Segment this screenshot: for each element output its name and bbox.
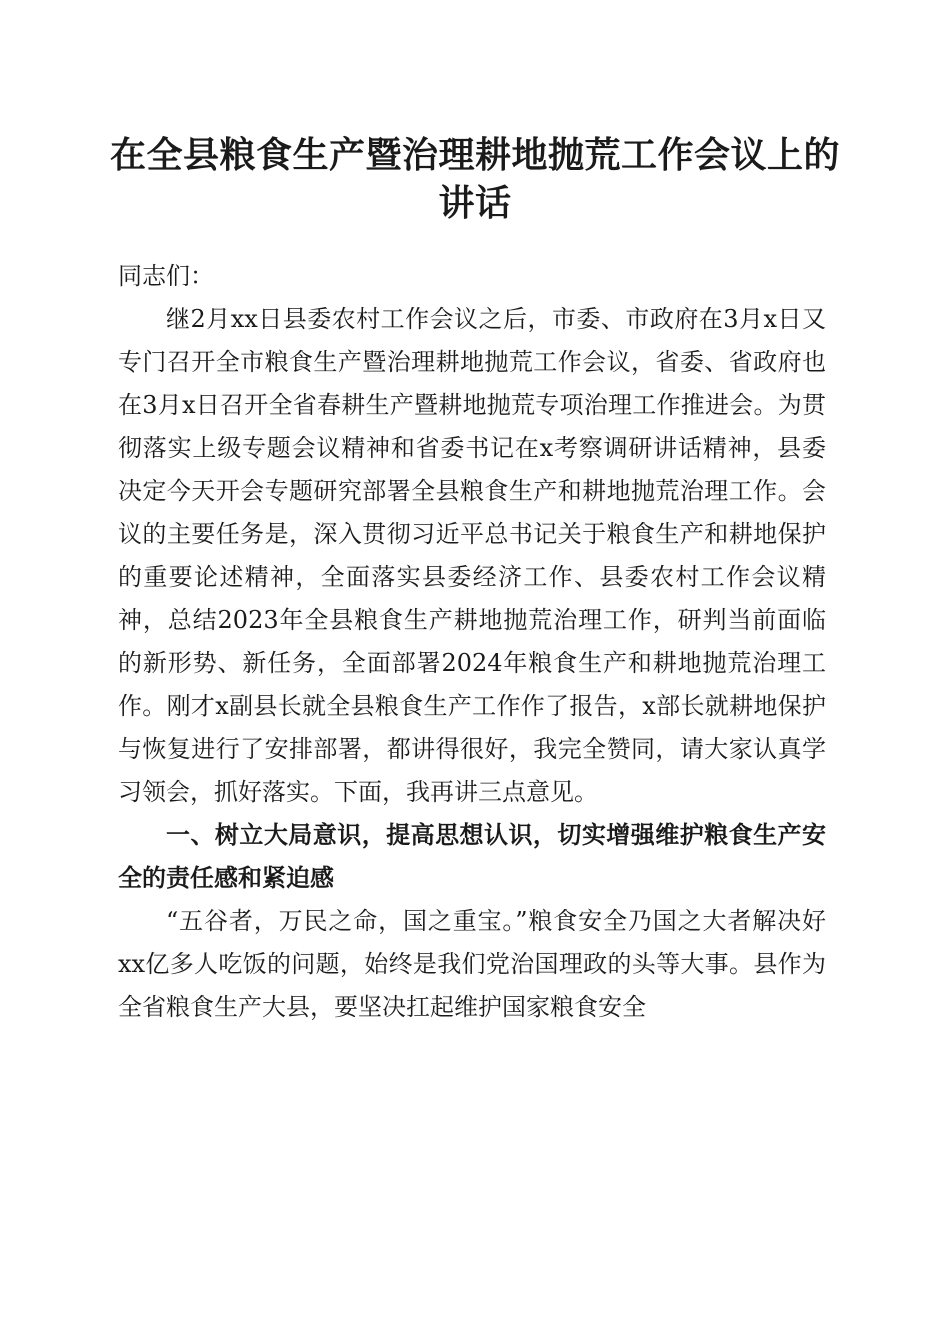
title-line-1: 在全县粮食生产暨治理耕地抛荒工作会议上的	[109, 135, 840, 176]
document-body	[118, 255, 826, 1029]
title-line-2: 讲话	[438, 183, 512, 224]
section-paragraph: “五谷者，万民之命，国之重宝。”粮食安全乃国之大者解决好xx亿多人吃饭的问题，始终是我们党治国理政的头等大事。县作为全省粮食生产大县，要坚决扛起维护国家粮食安全	[118, 907, 826, 1021]
intro-paragraph: 继2月xx日县委农村工作会议之后，市委、市政府在3月x日又专门召开全市粮食生产暨治理耕地抛荒工作会议，省委、省政府也在3月x日召开全省春耕生产暨耕地抛荒专项治理工作推进会。为贯彻落实上级专题会议精神和省委书记在x考察调研讲话精神，县委决定今天开会专题研究部署全县粮食生产和耕地抛荒治理工作。会议的主要任务是，深入贯彻习近平总书记关于粮食生产和耕地保护的重要论述精神，全面落实县委经济工作、县委农村工作会议精神，总结2023年全县粮食生产耕地抛荒治理工作，研判当前面临的新形势、新任务，全面部署2024年粮食生产和耕地抛荒治理工作。刚才x副县长就全县粮食生产工作作了报告，x部长就耕地保护与恢复进行了安排部署，都讲得很好，我完全赞同，请大家认真学习领会，抓好落实。下面，我再讲三点意见。	[118, 305, 826, 806]
salutation: 同志们：	[118, 262, 214, 290]
document-title	[100, 132, 850, 228]
section-heading: 一、树立大局意识，提高思想认识，切实增强维护粮食生产安全的责任感和紧迫感	[118, 821, 826, 892]
